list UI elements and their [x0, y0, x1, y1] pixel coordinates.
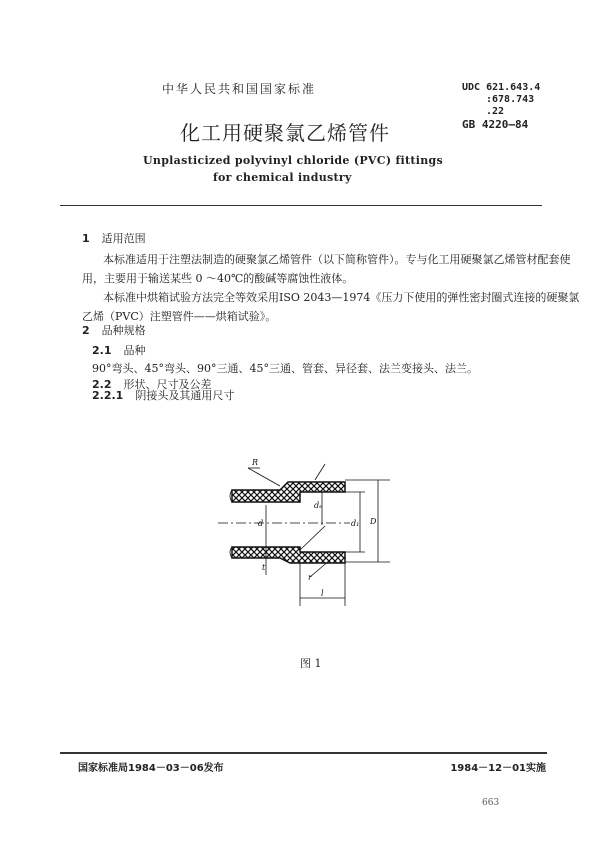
- label-d1: d₁: [351, 519, 360, 528]
- label-l: l: [321, 589, 324, 598]
- section-number: 1: [82, 232, 90, 245]
- section-number: 2.2: [92, 378, 112, 391]
- fitting-types: 90°弯头、45°弯头、90°三通、45°三通、管套、异径套、法兰变接头、法兰。: [92, 362, 478, 375]
- section-2-1-heading: [92, 342, 146, 358]
- english-title-line2: for chemical industry: [213, 171, 352, 184]
- footer-divider: [60, 752, 547, 754]
- section-title: 适用范围: [101, 232, 146, 245]
- socket-figure: [200, 450, 400, 610]
- section-1-heading: [82, 230, 146, 246]
- paragraph-line: 用，主要用于输送某些 0 ～40℃的酸碱等腐蚀性液体。: [82, 272, 354, 285]
- english-title-line1: Unplasticized polyvinyl chloride (PVC) fittings: [143, 154, 443, 167]
- label-R: R: [252, 458, 259, 467]
- page-number: 663: [482, 798, 500, 808]
- section-title: 阴接头及其通用尺寸: [135, 389, 235, 402]
- udc-line: :678.743: [486, 94, 535, 105]
- lower-wall: [232, 547, 345, 563]
- section-number: 2.2.1: [92, 389, 124, 402]
- standard-number: GB 4220—84: [462, 118, 529, 131]
- section-title: 品种: [123, 344, 146, 357]
- figure-caption: 图 1: [300, 657, 322, 670]
- paragraph-line: 乙烯（PVC）注塑管件——烘箱试验》。: [82, 310, 277, 323]
- issue-date: 国家标准局1984－03－06发布: [78, 763, 224, 774]
- section-number: 2: [82, 324, 90, 337]
- section-2-heading: [82, 322, 146, 338]
- effective-date: 1984－12－01实施: [450, 763, 546, 774]
- label-D: D: [370, 517, 377, 526]
- udc-line: .22: [486, 106, 505, 117]
- label-r: r: [308, 573, 312, 582]
- section-title: 品种规格: [101, 324, 146, 337]
- label-ds: dₛ: [314, 501, 322, 510]
- document-title: 化工用硬聚氯乙烯管件: [180, 121, 390, 145]
- section-2-2-1-heading: [92, 387, 234, 403]
- paragraph-line: 本标准中烘箱试验方法完全等效采用ISO 2043—1974《压力下使用的弹性密封圈式连接的硬聚氯: [103, 291, 580, 304]
- header-divider: [60, 205, 542, 206]
- section-number: 2.1: [92, 344, 112, 357]
- udc-code: [462, 82, 540, 118]
- issuer-heading: 中华人民共和国国家标准: [162, 82, 317, 96]
- upper-wall: [232, 482, 345, 502]
- paragraph-line: 本标准适用于注塑法制造的硬聚氯乙烯管件（以下简称管件）。专与化工用硬聚氯乙烯管材配套使: [103, 253, 571, 266]
- udc-line: UDC 621.643.4: [462, 82, 541, 93]
- label-d: d: [258, 519, 264, 528]
- section-title: 形状、尺寸及公差: [123, 378, 212, 391]
- label-t: t: [262, 563, 266, 572]
